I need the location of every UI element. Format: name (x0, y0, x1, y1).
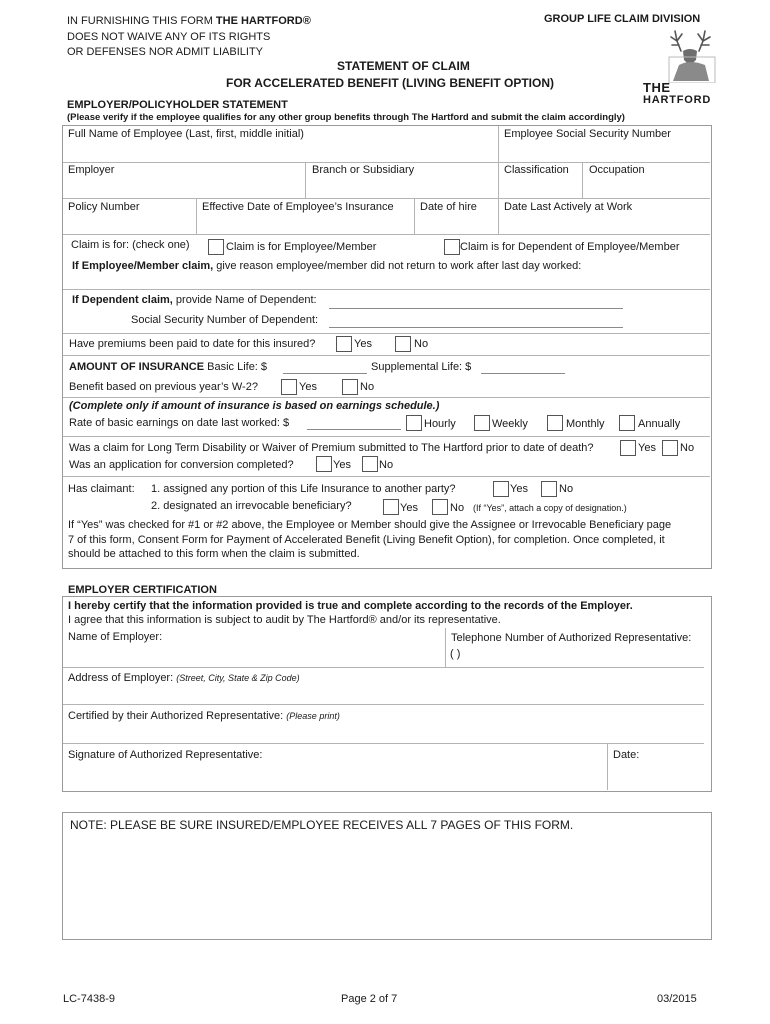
supplemental-life-label: Supplemental Life: $ (371, 361, 472, 373)
audit-statement: I agree that this information is subject to audit by The Hartford® and/or its representative. (68, 614, 501, 626)
conversion-yes-checkbox[interactable] (316, 456, 332, 472)
employer-statement-heading: EMPLOYER/POLICYHOLDER STATEMENT (67, 99, 288, 111)
weekly-label: Weekly (492, 418, 528, 430)
conversion-no-checkbox[interactable] (362, 456, 378, 472)
disclaimer-line-3: OR DEFENSES NOR ADMIT LIABILITY (67, 46, 264, 58)
name-of-employer-label: Name of Employer: (68, 631, 163, 643)
rate-earnings-label: Rate of basic earnings on date last worked: $ (69, 417, 290, 429)
monthly-checkbox[interactable] (547, 415, 563, 431)
division-label: GROUP LIFE CLAIM DIVISION (544, 13, 701, 25)
date-label: Date: (613, 749, 640, 761)
effective-date-label: Effective Date of Employee’s Insurance (202, 201, 394, 213)
form-date: 03/2015 (657, 993, 697, 1005)
stag-logo-icon (665, 25, 719, 83)
assignee-instructions-line-2: 7 of this form, Consent Form for Payment of Accelerated Benefit (Living Benefit Option), for completion. Once completed, it (68, 534, 665, 546)
full-name-label: Full Name of Employee (Last, first, middle initial) (68, 128, 304, 140)
ltd-yes-label: Yes (638, 442, 656, 454)
has-claimant-label: Has claimant: (68, 483, 135, 495)
telephone-label: Telephone Number of Authorized Representative: (451, 632, 692, 644)
w2-yes-label: Yes (299, 381, 317, 393)
annually-label: Annually (638, 418, 681, 430)
date-of-hire-label: Date of hire (420, 201, 477, 213)
hourly-checkbox[interactable] (406, 415, 422, 431)
premiums-question: Have premiums been paid to date for this insured? (69, 338, 316, 350)
claimant-question-2: 2. designated an irrevocable beneficiary? (151, 500, 352, 512)
form-number: LC-7438-9 (63, 993, 115, 1005)
certify-statement: I hereby certify that the information provided is true and complete according to the records of the Employer. (68, 600, 633, 612)
w2-yes-checkbox[interactable] (281, 379, 297, 395)
q1-yes-label: Yes (510, 483, 528, 495)
page-number: Page 2 of 7 (341, 993, 398, 1005)
rate-earnings-line[interactable] (307, 429, 401, 430)
claim-employee-label: Claim is for Employee/Member (226, 241, 377, 253)
claim-dependent-checkbox[interactable] (444, 239, 460, 255)
employee-claim-prompt: If Employee/Member claim, give reason employee/member did not return to work after last day worked: (72, 260, 582, 272)
supplemental-life-amount-line[interactable] (481, 373, 565, 374)
disclaimer-line-1: IN FURNISHING THIS FORM THE HARTFORD® (67, 15, 311, 27)
premiums-yes-checkbox[interactable] (336, 336, 352, 352)
q2-yes-checkbox[interactable] (383, 499, 399, 515)
employer-certification-heading: EMPLOYER CERTIFICATION (68, 584, 217, 596)
benefit-w2-question: Benefit based on previous year’s W-2? (69, 381, 258, 393)
earnings-schedule-note: (Complete only if amount of insurance is based on earnings schedule.) (69, 400, 440, 412)
form-title-line-2: FOR ACCELERATED BENEFIT (LIVING BENEFIT OPTION) (226, 76, 554, 90)
premiums-yes-label: Yes (354, 338, 372, 350)
form-title-line-1: STATEMENT OF CLAIM (337, 59, 470, 73)
logo-text-the: THE (643, 80, 671, 95)
q2-no-label: No (450, 502, 465, 514)
certified-by-label: Certified by their Authorized Representative: (Please print) (68, 710, 340, 722)
disclaimer-line-2: DOES NOT WAIVE ANY OF ITS RIGHTS (67, 31, 271, 43)
basic-life-amount-line[interactable] (283, 373, 367, 374)
ltd-question: Was a claim for Long Term Disability or Waiver of Premium submitted to The Hartford prior to date of death? (69, 442, 594, 454)
ltd-no-label: No (680, 442, 695, 454)
address-of-employer-label: Address of Employer: (Street, City, State & Zip Code) (68, 672, 300, 684)
conversion-no-label: No (379, 459, 394, 471)
premiums-no-label: No (414, 338, 429, 350)
ltd-no-checkbox[interactable] (662, 440, 678, 456)
employer-label: Employer (68, 164, 115, 176)
q1-no-checkbox[interactable] (541, 481, 557, 497)
dependent-ssn-line[interactable] (329, 327, 623, 328)
w2-no-label: No (360, 381, 375, 393)
annually-checkbox[interactable] (619, 415, 635, 431)
assignee-instructions-line-1: If “Yes” was checked for #1 or #2 above, the Employee or Member should give the Assignee or Irrevocable Beneficiary page (68, 519, 672, 531)
q2-designation-note: (If “Yes”, attach a copy of designation.) (473, 503, 627, 513)
branch-label: Branch or Subsidiary (312, 164, 415, 176)
occupation-label: Occupation (589, 164, 645, 176)
claim-is-for-label: Claim is for: (check one) (71, 239, 190, 251)
logo-text-hartford: HARTFORD (643, 94, 712, 106)
q2-no-checkbox[interactable] (432, 499, 448, 515)
classification-label: Classification (504, 164, 569, 176)
hourly-label: Hourly (424, 418, 456, 430)
q1-no-label: No (559, 483, 574, 495)
premiums-no-checkbox[interactable] (395, 336, 411, 352)
assignee-instructions-line-3: should be attached to this form when the claim is submitted. (68, 548, 360, 560)
w2-no-checkbox[interactable] (342, 379, 358, 395)
ltd-yes-checkbox[interactable] (620, 440, 636, 456)
employer-statement-note: (Please verify if the employee qualifies for any other group benefits through The Hartford and submit the claim accordingly) (67, 112, 625, 123)
signature-label: Signature of Authorized Representative: (68, 749, 263, 761)
amount-of-insurance-label: AMOUNT OF INSURANCE Basic Life: $ (69, 361, 268, 373)
date-last-active-label: Date Last Actively at Work (504, 201, 633, 213)
q1-yes-checkbox[interactable] (493, 481, 509, 497)
claimant-question-1: 1. assigned any portion of this Life Insurance to another party? (151, 483, 456, 495)
conversion-question: Was an application for conversion completed? (69, 459, 294, 471)
dependent-claim-prompt: If Dependent claim, provide Name of Dependent: (72, 294, 317, 306)
dependent-ssn-label: Social Security Number of Dependent: (131, 314, 319, 326)
policy-number-label: Policy Number (68, 201, 140, 213)
conversion-yes-label: Yes (333, 459, 351, 471)
claim-employee-checkbox[interactable] (208, 239, 224, 255)
ssn-label: Employee Social Security Number (504, 128, 671, 140)
telephone-parens[interactable]: ( ) (450, 648, 461, 660)
claim-dependent-label: Claim is for Dependent of Employee/Member (460, 241, 680, 253)
q2-yes-label: Yes (400, 502, 418, 514)
monthly-label: Monthly (566, 418, 605, 430)
note-text: NOTE: PLEASE BE SURE INSURED/EMPLOYEE RECEIVES ALL 7 PAGES OF THIS FORM. (70, 818, 574, 832)
weekly-checkbox[interactable] (474, 415, 490, 431)
dependent-name-line[interactable] (329, 308, 623, 309)
